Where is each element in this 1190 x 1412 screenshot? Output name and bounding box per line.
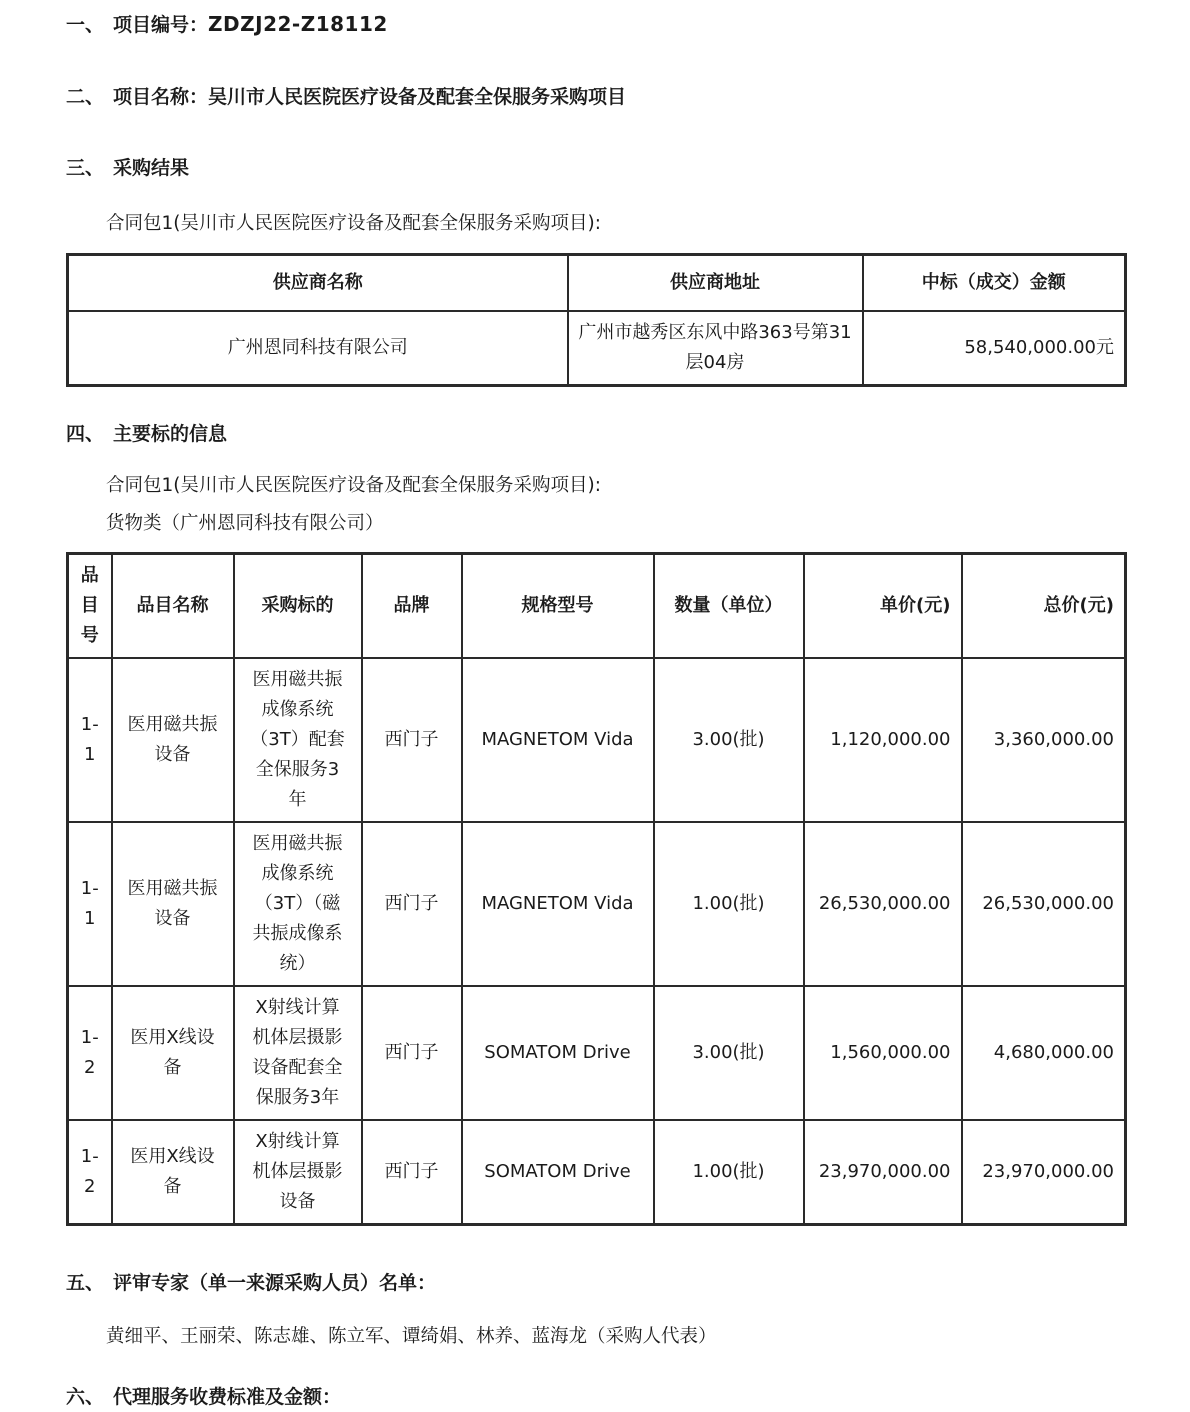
- section-3-heading: [66, 155, 1124, 183]
- item-model-cell: MAGNETOM Vida: [462, 822, 654, 986]
- item-no-header: 品目号: [68, 554, 112, 659]
- section-4-heading: [66, 421, 1124, 449]
- item-brand-cell: 西门子: [362, 986, 462, 1120]
- item-unit-price-header: 单价(元): [804, 554, 962, 659]
- item-total-price-header: 总价(元): [962, 554, 1126, 659]
- procurement-document: [66, 10, 1124, 1412]
- section-4-title: 主要标的信息: [113, 422, 228, 445]
- item-no-cell: 1-2: [68, 986, 112, 1120]
- item-model-header: 规格型号: [462, 554, 654, 659]
- item-total-price-cell: 23,970,000.00: [962, 1120, 1126, 1225]
- item-row: [68, 822, 1126, 986]
- item-total-price-cell: 3,360,000.00: [962, 658, 1126, 822]
- item-qty-cell: 3.00(批): [654, 986, 804, 1120]
- supplier-address-cell: 广州市越秀区东风中路363号第31层04房: [568, 311, 863, 386]
- item-no-cell: 1-1: [68, 658, 112, 822]
- experts-names-line: 黄细平、王丽荣、陈志雄、陈立军、谭绮娟、林养、蓝海龙（采购人代表）: [106, 1325, 717, 1347]
- supplier-table: [66, 253, 1127, 387]
- item-name-cell: 医用X线设备: [112, 1120, 234, 1225]
- section-5-title: 评审专家（单一来源采购人员）名单：: [113, 1272, 437, 1295]
- supplier-address-header: 供应商地址: [568, 255, 863, 311]
- item-model-cell: SOMATOM Drive: [462, 986, 654, 1120]
- section-1-number: 一、: [66, 14, 105, 36]
- project-number-value: ZDZJ22-Z18112: [208, 12, 388, 36]
- item-target-cell: X射线计算机体层摄影设备: [234, 1120, 362, 1225]
- item-row: [68, 1120, 1126, 1225]
- subject-category-line: 货物类（广州恩同科技有限公司）: [106, 513, 384, 535]
- supplier-table-header-row: [68, 255, 1126, 311]
- item-row: [68, 986, 1126, 1120]
- item-name-header: 品目名称: [112, 554, 234, 659]
- item-table-header-row: [68, 554, 1126, 659]
- section-5-heading: [66, 1270, 1124, 1298]
- section-3-title: 采购结果: [113, 157, 190, 180]
- section-2-number: 二、: [66, 85, 105, 108]
- item-unit-price-cell: 26,530,000.00: [804, 822, 962, 986]
- item-name-cell: 医用磁共振设备: [112, 658, 234, 822]
- item-brand-header: 品牌: [362, 554, 462, 659]
- award-amount-cell: 58,540,000.00元: [863, 311, 1126, 386]
- section-2-heading: [66, 84, 1124, 112]
- item-brand-cell: 西门子: [362, 822, 462, 986]
- item-qty-header: 数量（单位）: [654, 554, 804, 659]
- item-qty-cell: 1.00(批): [654, 1120, 804, 1225]
- item-no-cell: 1-2: [68, 1120, 112, 1225]
- item-unit-price-cell: 1,560,000.00: [804, 986, 962, 1120]
- item-table: [66, 552, 1127, 1226]
- subject-package-line: 合同包1(吴川市人民医院医疗设备及配套全保服务采购项目):: [106, 474, 601, 496]
- item-total-price-cell: 26,530,000.00: [962, 822, 1126, 986]
- section-6-title: 代理服务收费标准及金额：: [113, 1386, 342, 1409]
- item-brand-cell: 西门子: [362, 658, 462, 822]
- item-name-cell: 医用X线设备: [112, 986, 234, 1120]
- item-unit-price-cell: 23,970,000.00: [804, 1120, 962, 1225]
- item-qty-cell: 1.00(批): [654, 822, 804, 986]
- item-total-price-cell: 4,680,000.00: [962, 986, 1126, 1120]
- result-package-line: 合同包1(吴川市人民医院医疗设备及配套全保服务采购项目):: [106, 212, 601, 234]
- section-3-number: 三、: [66, 157, 105, 180]
- item-brand-cell: 西门子: [362, 1120, 462, 1225]
- item-unit-price-cell: 1,120,000.00: [804, 658, 962, 822]
- section-6-heading: [66, 1384, 1124, 1412]
- supplier-name-cell: 广州恩同科技有限公司: [68, 311, 568, 386]
- section-1-title: 项目编号：: [113, 14, 209, 36]
- section-5-number: 五、: [66, 1272, 105, 1295]
- supplier-name-header: 供应商名称: [68, 255, 568, 311]
- item-no-cell: 1-1: [68, 822, 112, 986]
- award-amount-header: 中标（成交）金额: [863, 255, 1126, 311]
- supplier-table-row: [68, 311, 1126, 386]
- item-name-cell: 医用磁共振设备: [112, 822, 234, 986]
- item-model-cell: SOMATOM Drive: [462, 1120, 654, 1225]
- item-target-cell: X射线计算机体层摄影设备配套全保服务3年: [234, 986, 362, 1120]
- section-4-number: 四、: [66, 422, 105, 445]
- item-model-cell: MAGNETOM Vida: [462, 658, 654, 822]
- item-target-header: 采购标的: [234, 554, 362, 659]
- item-qty-cell: 3.00(批): [654, 658, 804, 822]
- section-6-number: 六、: [66, 1386, 105, 1409]
- section-1-heading: [66, 10, 1124, 40]
- item-row: [68, 658, 1126, 822]
- item-target-cell: 医用磁共振成像系统（3T）（磁共振成像系统）: [234, 822, 362, 986]
- section-2-title: 项目名称：吴川市人民医院医疗设备及配套全保服务采购项目: [113, 85, 627, 108]
- item-target-cell: 医用磁共振成像系统（3T）配套全保服务3年: [234, 658, 362, 822]
